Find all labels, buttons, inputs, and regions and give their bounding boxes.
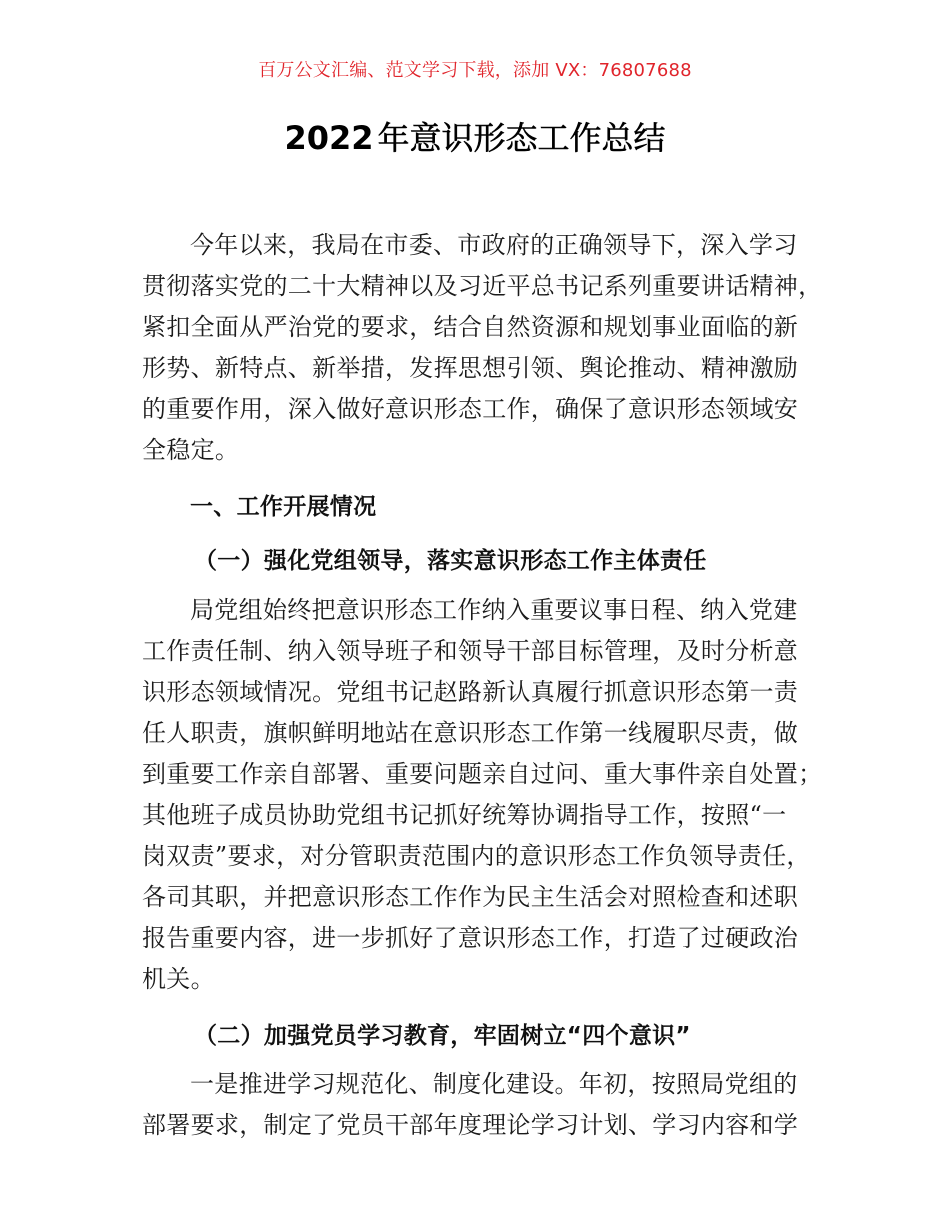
paragraph-line: 部署要求，制定了党员干部年度理论学习计划、学习内容和学 bbox=[142, 1111, 799, 1139]
subsection-heading: （一）强化党组领导，落实意识形态工作主体责任 bbox=[194, 548, 707, 574]
paragraph-line: 局党组始终把意识形态工作纳入重要议事日程、纳入党建 bbox=[190, 596, 798, 624]
intro-line: 紧扣全面从严治党的要求，结合自然资源和规划事业面临的新 bbox=[142, 313, 799, 341]
paragraph-line: 任人职责，旗帜鲜明地站在意识形态工作第一线履职尽责，做 bbox=[142, 719, 799, 747]
watermark-banner: 百万公文汇编、范文学习下载，添加 VX：76807688 bbox=[258, 60, 692, 81]
paragraph-line: 到重要工作亲自部署、重要问题亲自过问、重大事件亲自处置； bbox=[142, 760, 823, 788]
intro-line: 贯彻落实党的二十大精神以及习近平总书记系列重要讲话精神， bbox=[142, 272, 823, 300]
paragraph-line: 工作责任制、纳入领导班子和领导干部目标管理，及时分析意 bbox=[142, 637, 799, 665]
paragraph-line: 一是推进学习规范化、制度化建设。年初，按照局党组的 bbox=[190, 1070, 798, 1098]
intro-line: 全稳定。 bbox=[142, 436, 240, 464]
section-heading: 一、工作开展情况 bbox=[190, 494, 377, 520]
paragraph-line: 机关。 bbox=[142, 965, 215, 993]
subsection-heading: （二）加强党员学习教育，牢固树立“四个意识” bbox=[194, 1023, 691, 1049]
paragraph-line: 报告重要内容，进一步抓好了意识形态工作，打造了过硬政治 bbox=[142, 924, 799, 952]
intro-line: 的重要作用，深入做好意识形态工作，确保了意识形态领域安 bbox=[142, 395, 799, 423]
document-title bbox=[0, 113, 950, 159]
paragraph-line: 识形态领域情况。党组书记赵路新认真履行抓意识形态第一责 bbox=[142, 678, 799, 706]
paragraph-line: 岗双责”要求，对分管职责范围内的意识形态工作负领导责任， bbox=[142, 842, 811, 870]
paragraph-line: 其他班子成员协助党组书记抓好统筹协调指导工作，按照“一 bbox=[142, 801, 787, 829]
intro-line: 今年以来，我局在市委、市政府的正确领导下，深入学习 bbox=[190, 231, 798, 259]
paragraph-line: 各司其职，并把意识形态工作作为民主生活会对照检查和述职 bbox=[142, 883, 799, 911]
title-text: 年意识形态工作总结 bbox=[377, 119, 666, 157]
title-year: 2022 bbox=[284, 119, 374, 157]
intro-line: 形势、新特点、新举措，发挥思想引领、舆论推动、精神激励 bbox=[142, 354, 799, 382]
